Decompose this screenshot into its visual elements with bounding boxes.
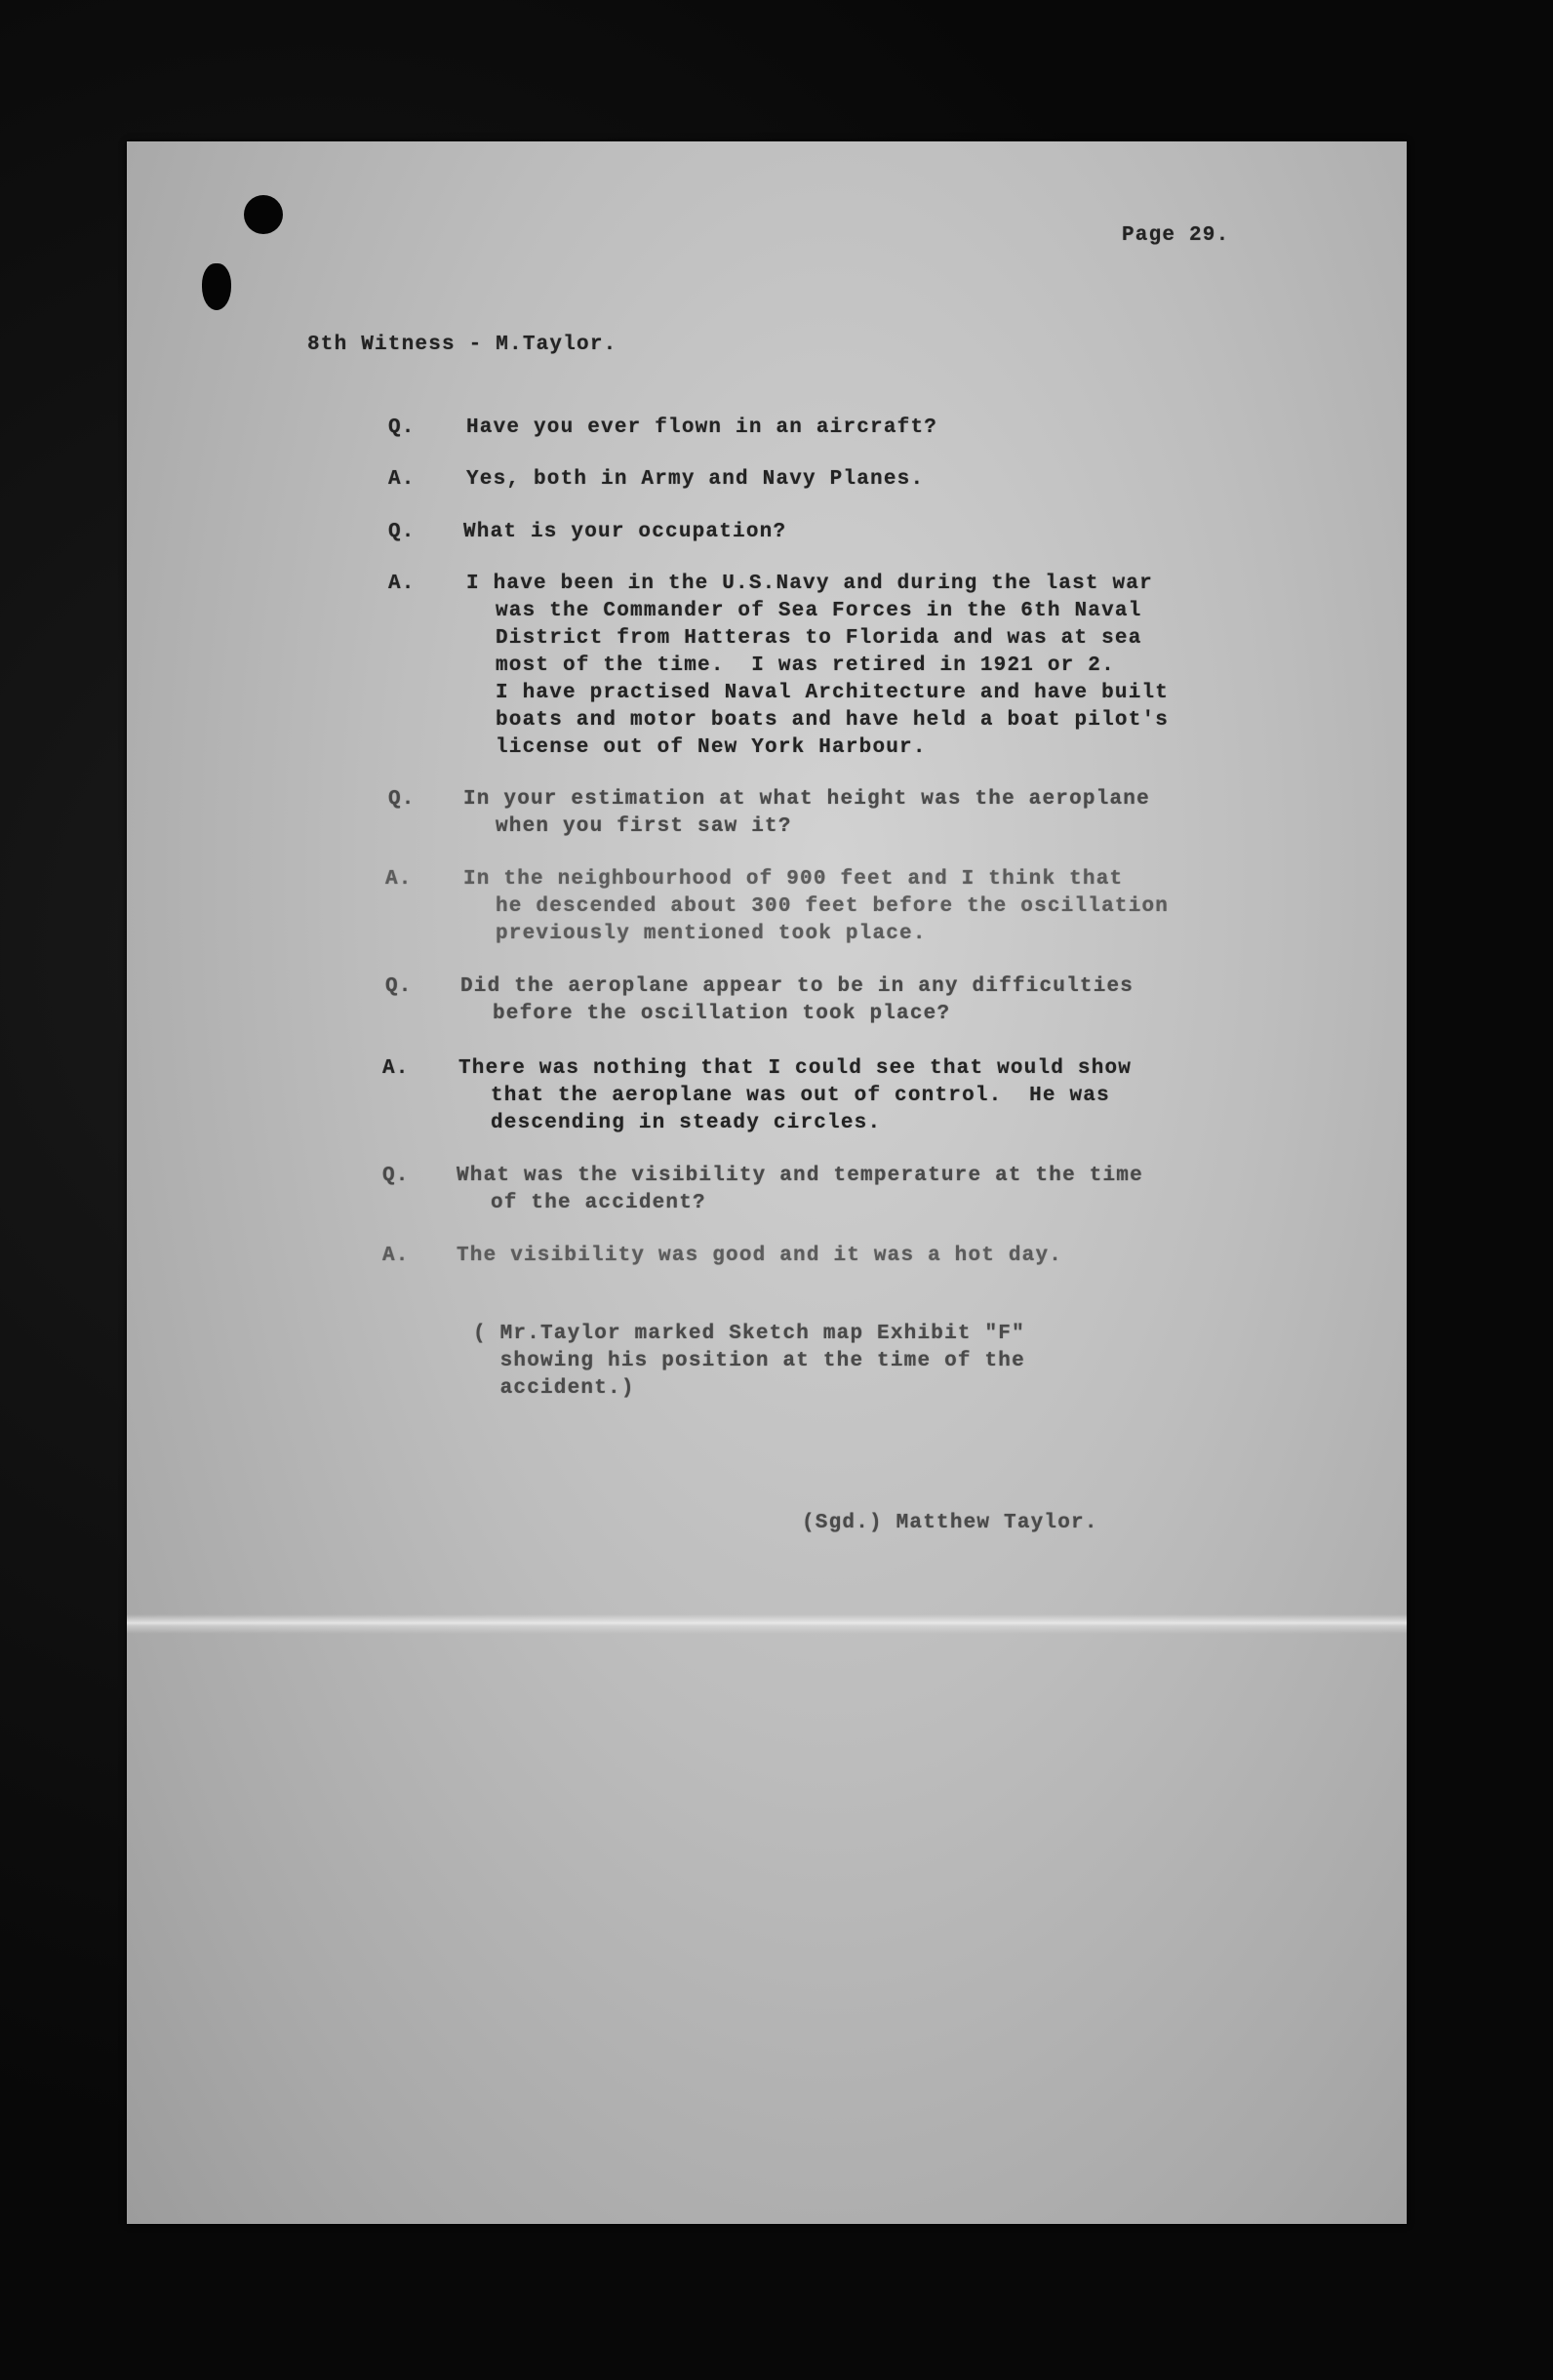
punch-hole: [244, 195, 283, 234]
answer-label: A.: [382, 1245, 410, 1267]
question-text: What was the visibility and temperature at the time: [457, 1165, 1143, 1187]
question-text: Did the aeroplane appear to be in any difficulties: [460, 975, 1135, 998]
answer-text: previously mentioned took place.: [496, 923, 927, 945]
exhibit-note: accident.): [473, 1377, 635, 1400]
question-label: Q.: [382, 1165, 410, 1187]
question-text: of the accident?: [491, 1192, 706, 1214]
answer-text: I have been in the U.S.Navy and during the last war: [466, 573, 1153, 595]
paper-fold-line: [127, 1614, 1407, 1634]
answer-text: Yes, both in Army and Navy Planes.: [466, 468, 925, 491]
question-text: when you first saw it?: [496, 815, 792, 838]
answer-text: The visibility was good and it was a hot day.: [457, 1245, 1063, 1267]
answer-text: I have practised Naval Architecture and have built: [496, 682, 1170, 704]
answer-label: A.: [385, 868, 413, 891]
answer-label: A.: [388, 468, 416, 491]
answer-label: A.: [382, 1057, 410, 1080]
signature-line: (Sgd.) Matthew Taylor.: [802, 1512, 1098, 1534]
answer-text: In the neighbourhood of 900 feet and I think that: [463, 868, 1124, 891]
exhibit-note: ( Mr.Taylor marked Sketch map Exhibit "F": [473, 1323, 1025, 1345]
question-text: In your estimation at what height was the aeroplane: [463, 788, 1150, 811]
answer-text: license out of New York Harbour.: [496, 736, 927, 759]
page-number: Page 29.: [1122, 224, 1230, 247]
punch-hole: [202, 263, 231, 310]
question-label: Q.: [385, 975, 413, 998]
answer-text: boats and motor boats and have held a boat pilot's: [496, 709, 1170, 732]
answer-text: that the aeroplane was out of control. He was: [491, 1085, 1110, 1107]
answer-text: was the Commander of Sea Forces in the 6th Naval: [496, 600, 1142, 622]
answer-text: District from Hatteras to Florida and was at sea: [496, 627, 1142, 650]
question-text: before the oscillation took place?: [493, 1003, 951, 1025]
question-text: What is your occupation?: [463, 521, 787, 543]
answer-text: descending in steady circles.: [491, 1112, 882, 1134]
question-label: Q.: [388, 416, 416, 439]
question-label: Q.: [388, 788, 416, 811]
answer-text: most of the time. I was retired in 1921 or 2.: [496, 654, 1115, 677]
exhibit-note: showing his position at the time of the: [473, 1350, 1025, 1372]
answer-text: There was nothing that I could see that would show: [458, 1057, 1133, 1080]
question-text: Have you ever flown in an aircraft?: [466, 416, 938, 439]
answer-text: he descended about 300 feet before the oscillation: [496, 895, 1170, 918]
answer-label: A.: [388, 573, 416, 595]
witness-heading: 8th Witness - M.Taylor.: [307, 334, 617, 356]
question-label: Q.: [388, 521, 416, 543]
